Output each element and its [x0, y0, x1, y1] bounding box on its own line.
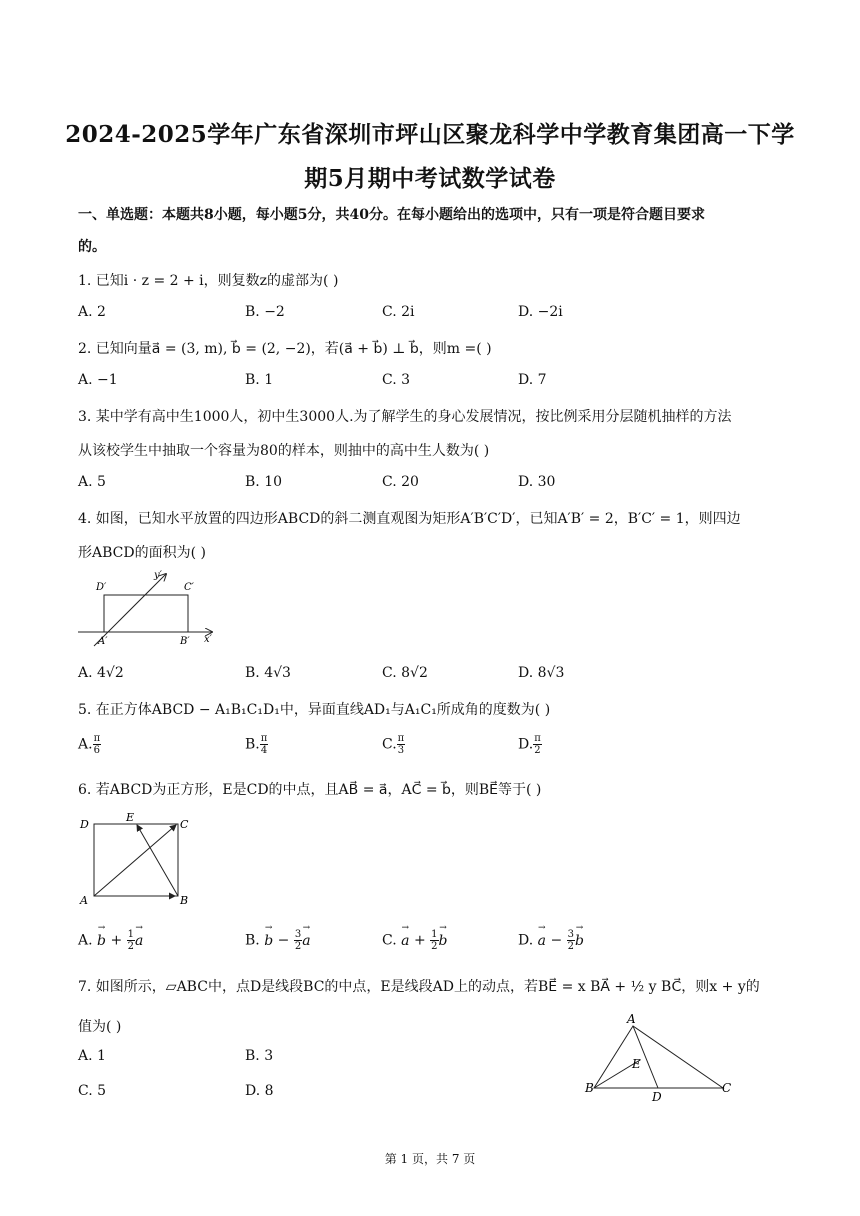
question-6: 6. 若ABCD为正方形，E是CD的中点，且AB⃗ = a⃗，AC⃗ = b⃗，则BE⃗等于( ): [78, 782, 542, 798]
q6-c-vec2: → b: [439, 933, 448, 949]
section-heading-cont: 的。: [78, 239, 106, 255]
q7-option-d: D. 8: [245, 1083, 274, 1099]
q6-b-fraction: [294, 929, 302, 952]
q4-option-c: C. 8√2: [382, 665, 428, 681]
q1-option-b: B. −2: [245, 304, 285, 320]
q5-d-den: 2: [534, 745, 541, 756]
q1-option-d: D. −2i: [518, 304, 563, 320]
q6-a-vec1: → b: [97, 933, 106, 949]
q6-option-c: [382, 929, 447, 952]
q5-a-num: π: [93, 733, 101, 744]
q6-b-vec1: → b: [264, 933, 273, 949]
question-2: 2. 已知向量a⃗ = (3, m), b⃗ = (2, −2)，若(a⃗ + b⃗) ⊥ b⃗，则m =( ): [78, 341, 492, 357]
q4-option-a: A. 4√2: [78, 665, 124, 681]
question-4-line1: 4. 如图，已知水平放置的四边形ABCD的斜二测直观图为矩形A′B′C′D′，已知A′B′ = 2，B′C′ = 1，则四边: [78, 511, 741, 527]
q6-b-den: 2: [294, 941, 302, 952]
q7-figure: [582, 1012, 742, 1104]
question-1: 1. 已知i · z = 2 + i，则复数z的虚部为( ): [78, 273, 339, 289]
label-d-prime: D′: [96, 582, 107, 593]
q7-option-b: B. 3: [245, 1048, 274, 1064]
question-4-line2: 形ABCD的面积为( ): [78, 545, 206, 561]
q5-b-label: B.: [245, 736, 260, 753]
q4-option-d: D. 8√3: [518, 665, 565, 681]
exam-title-line2: 期5月期中考试数学试卷: [304, 165, 556, 192]
label-a: A: [80, 894, 88, 907]
q6-d-vec1: → a: [538, 933, 546, 949]
question-7-line1: 7. 如图所示，▱ABC中，点D是线段BC的中点，E是线段AD上的动点，若BE⃗ = x BA⃗ + ½ y BC⃗，则x + y的: [78, 979, 760, 995]
q6-c-op: +: [413, 932, 426, 949]
section-heading: 一、单选题：本题共8小题，每小题5分，共40分。在每小题给出的选项中，只有一项是符合题目要求: [78, 207, 705, 223]
q6-a-num: 1: [127, 929, 134, 940]
q6-option-a: [78, 929, 143, 952]
q7-option-c: C. 5: [78, 1083, 107, 1099]
q5-a-fraction: [93, 733, 102, 756]
label-c: C: [722, 1081, 732, 1095]
q5-d-label: D.: [518, 736, 534, 753]
q2-option-a: A. −1: [78, 372, 118, 388]
vector-ac: [94, 825, 176, 896]
label-b: B: [585, 1081, 594, 1095]
q5-c-den: 3: [397, 745, 405, 756]
label-c-prime: C′: [184, 582, 194, 593]
q6-b-vec2: → a: [302, 933, 310, 949]
q6-c-fraction: [430, 929, 438, 952]
q6-c-vec1: → a: [401, 933, 409, 949]
q5-d-fraction: [533, 733, 542, 756]
q4-option-b: B. 4√3: [245, 665, 291, 681]
question-3-line2: 从该校学生中抽取一个容量为80的样本，则抽中的高中生人数为( ): [78, 443, 490, 459]
triangle-abc: [594, 1026, 723, 1088]
q6-a-op: +: [110, 932, 123, 949]
q5-c-fraction: [397, 733, 406, 756]
label-a: A: [627, 1012, 636, 1026]
q6-b-num: 3: [294, 929, 302, 940]
q5-b-den: 4: [260, 745, 268, 756]
q3-option-a: A. 5: [78, 474, 106, 490]
q2-option-d: D. 7: [518, 372, 547, 388]
label-d: D: [652, 1090, 662, 1104]
page-footer: 第 1 页，共 7 页: [384, 1152, 476, 1166]
q5-option-c: [382, 733, 405, 756]
q6-c-label: C.: [382, 932, 397, 949]
rectangle-shape: [104, 595, 188, 632]
q1-option-c: C. 2i: [382, 304, 415, 320]
q5-option-d: [518, 733, 542, 756]
label-y-prime: y′: [154, 570, 162, 581]
q5-a-label: A.: [78, 736, 93, 753]
label-d: D: [80, 818, 89, 831]
label-a-prime: A′: [98, 636, 108, 647]
q2-option-b: B. 1: [245, 372, 274, 388]
label-x-prime: x′: [204, 634, 212, 645]
q6-figure: [76, 812, 196, 908]
q6-a-vec2: → a: [135, 933, 143, 949]
q6-option-d: [518, 929, 584, 952]
label-b: B: [180, 894, 189, 907]
q6-d-num: 3: [567, 929, 575, 940]
q3-option-b: B. 10: [245, 474, 283, 490]
q5-b-fraction: [260, 733, 269, 756]
q6-d-fraction: [567, 929, 575, 952]
q2-option-c: C. 3: [382, 372, 411, 388]
label-b-prime: B′: [180, 636, 190, 647]
q3-option-c: C. 20: [382, 474, 419, 490]
label-e: E: [632, 1057, 641, 1071]
q6-a-den: 2: [127, 941, 134, 952]
q5-a-den: 6: [93, 745, 101, 756]
question-3-line1: 3. 某中学有高中生1000人，初中生3000人.为了解学生的身心发展情况，按比例采用分层随机抽样的方法: [78, 409, 732, 425]
q5-b-num: π: [260, 733, 268, 744]
q5-d-num: π: [534, 733, 541, 744]
q6-d-label: D.: [518, 932, 534, 949]
q6-c-num: 1: [431, 929, 438, 940]
question-5: 5. 在正方体ABCD − A₁B₁C₁D₁中，异面直线AD₁与A₁C₁所成角的度数为( ): [78, 702, 551, 718]
q6-b-label: B.: [245, 932, 260, 949]
q6-d-op: −: [550, 932, 563, 949]
q6-c-den: 2: [431, 941, 438, 952]
q6-b-op: −: [277, 932, 290, 949]
question-7-line2: 值为( ): [78, 1019, 122, 1035]
label-e: E: [126, 812, 135, 824]
q1-option-a: A. 2: [78, 304, 106, 320]
q6-a-fraction: [127, 929, 135, 952]
q5-option-b: [245, 733, 268, 756]
q5-option-a: [78, 733, 101, 756]
exam-title-line1: 2024-2025学年广东省深圳市坪山区聚龙科学中学教育集团高一下学: [65, 121, 795, 148]
label-c: C: [180, 818, 189, 831]
vector-be: [137, 825, 178, 896]
q6-d-vec2: → b: [575, 933, 584, 949]
q5-c-label: C.: [382, 736, 397, 753]
q6-d-den: 2: [567, 941, 575, 952]
q6-a-label: A.: [78, 932, 93, 949]
q7-option-a: A. 1: [78, 1048, 106, 1064]
q5-c-num: π: [397, 733, 405, 744]
q3-option-d: D. 30: [518, 474, 556, 490]
q4-figure: [74, 566, 224, 648]
q6-option-b: [245, 929, 311, 952]
